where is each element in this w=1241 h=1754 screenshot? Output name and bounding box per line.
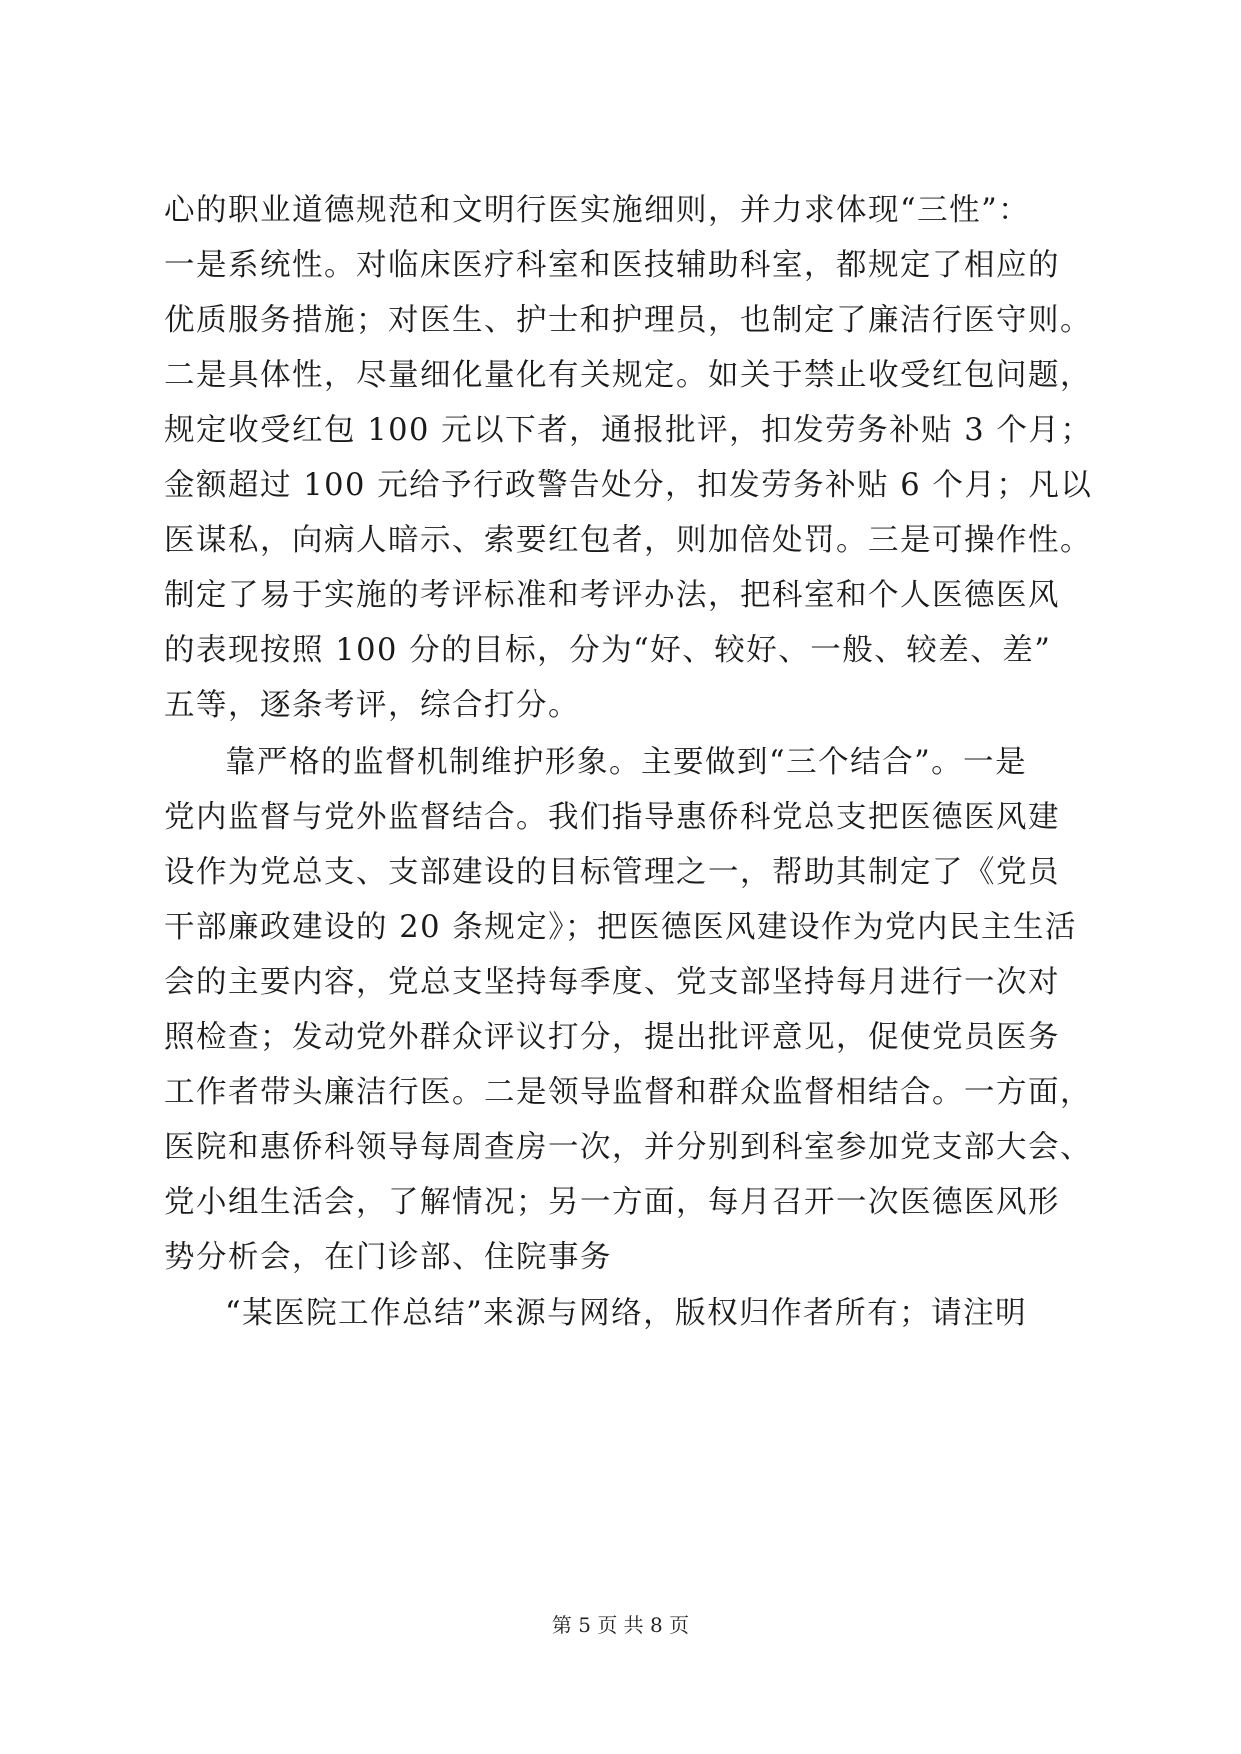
page-footer: 第 5 页 共 8 页 bbox=[551, 1613, 690, 1637]
paragraph-line-2: 一是系统性。对临床医疗科室和医技辅助科室，都规定了相应的 bbox=[164, 248, 1060, 283]
paragraph-line-8: 制定了易于实施的考评标准和考评办法，把科室和个人医德医风 bbox=[164, 578, 1060, 613]
paragraph-line-10: 五等，逐条考评，综合打分。 bbox=[164, 688, 580, 723]
paragraph-3-line-1: “某医院工作总结”来源与网络，版权归作者所有；请注明 bbox=[225, 1296, 1028, 1331]
paragraph-2-line-3: 设作为党总支、支部建设的目标管理之一，帮助其制定了《党员 bbox=[164, 855, 1060, 890]
paragraph-2-line-2: 党内监督与党外监督结合。我们指导惠侨科党总支把医德医风建 bbox=[164, 800, 1060, 835]
paragraph-2-line-7: 工作者带头廉洁行医。二是领导监督和群众监督相结合。一方面， bbox=[164, 1075, 1092, 1110]
paragraph-2-line-5: 会的主要内容，党总支坚持每季度、党支部坚持每月进行一次对 bbox=[164, 965, 1060, 1000]
paragraph-2-line-8: 医院和惠侨科领导每周查房一次，并分别到科室参加党支部大会、 bbox=[164, 1130, 1092, 1165]
paragraph-line-5: 规定收受红包 100 元以下者，通报批评，扣发劳务补贴 3 个月； bbox=[164, 413, 1093, 448]
paragraph-2-line-6: 照检查；发动党外群众评议打分，提出批评意见，促使党员医务 bbox=[164, 1020, 1060, 1055]
paragraph-line-4: 二是具体性，尽量细化量化有关规定。如关于禁止收受红包问题， bbox=[164, 358, 1092, 393]
paragraph-line-3: 优质服务措施；对医生、护士和护理员，也制定了廉洁行医守则。 bbox=[164, 303, 1092, 338]
paragraph-line-1: 心的职业道德规范和文明行医实施细则，并力求体现“三性”： bbox=[164, 193, 1031, 228]
paragraph-line-6: 金额超过 100 元给予行政警告处分，扣发劳务补贴 6 个月；凡以 bbox=[164, 468, 1093, 503]
paragraph-line-9: 的表现按照 100 分的目标，分为“好、较好、一般、较差、差” bbox=[164, 633, 1052, 668]
paragraph-2-line-9: 党小组生活会，了解情况；另一方面，每月召开一次医德医风形 bbox=[164, 1185, 1060, 1220]
paragraph-2-line-1: 靠严格的监督机制维护形象。主要做到“三个结合”。一是 bbox=[225, 745, 1028, 780]
paragraph-line-7: 医谋私，向病人暗示、索要红包者，则加倍处罚。三是可操作性。 bbox=[164, 523, 1092, 558]
paragraph-2-line-4: 干部廉政建设的 20 条规定》；把医德医风建设作为党内民主生活 bbox=[164, 910, 1077, 945]
paragraph-2-line-10: 势分析会，在门诊部、住院事务 bbox=[164, 1240, 612, 1275]
